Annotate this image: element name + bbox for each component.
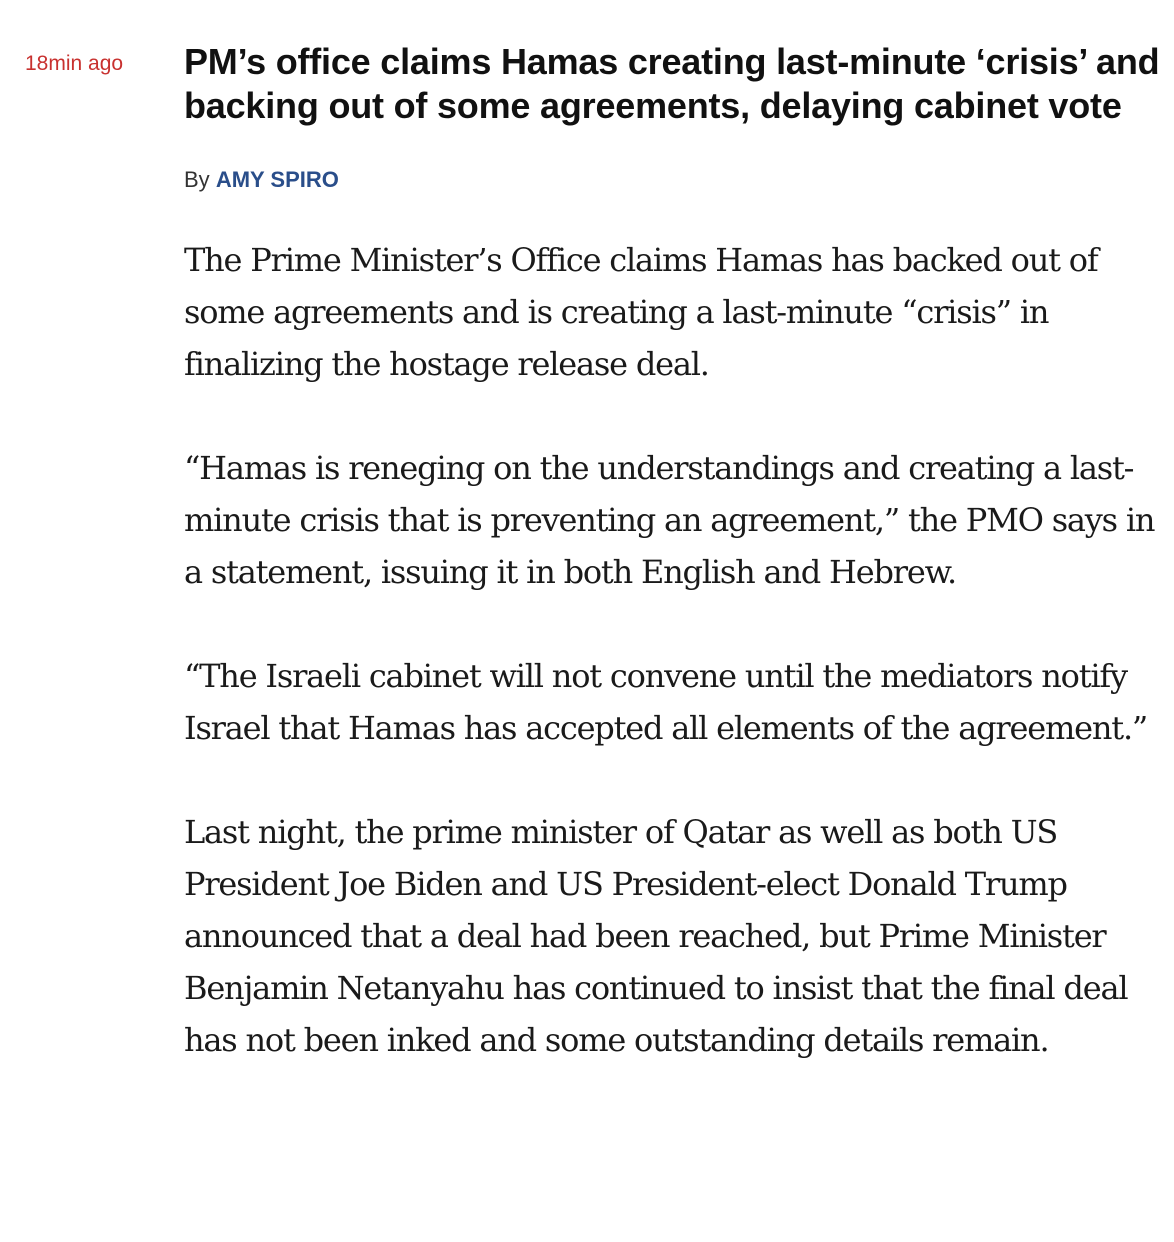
byline-prefix: By xyxy=(184,167,210,192)
body-paragraph: The Prime Minister’s Office claims Hamas has backed out of some agreements and is creating a last-minute “crisis” in finalizing the hostage release deal. xyxy=(184,241,1098,383)
entry-headline[interactable]: PM’s office claims Hamas creating last-minute ‘crisis’ and backing out of some agreements, delaying cabinet vote xyxy=(184,41,1160,126)
byline xyxy=(184,166,1164,194)
body-paragraph: Last night, the prime minister of Qatar as well as both US President Joe Biden and US President-elect Donald Trump announced that a deal had been reached, but Prime Minister Benjamin Netanyahu has continued to insist that the final deal has not been inked and some outstanding details remain. xyxy=(184,813,1128,1059)
body-paragraph: “The Israeli cabinet will not convene until the mediators notify Israel that Hamas has accepted all elements of the agreement.” xyxy=(184,657,1148,747)
entry-timestamp: 18min ago xyxy=(25,52,124,75)
body-paragraph: “Hamas is reneging on the understandings and creating a last-minute crisis that is preventing an agreement,” the PMO says in a statement, issuing it in both English and Hebrew. xyxy=(184,449,1155,591)
entry-body xyxy=(184,234,1164,1066)
author-link[interactable]: AMY SPIRO xyxy=(215,167,339,192)
entry-content xyxy=(184,40,1164,1066)
